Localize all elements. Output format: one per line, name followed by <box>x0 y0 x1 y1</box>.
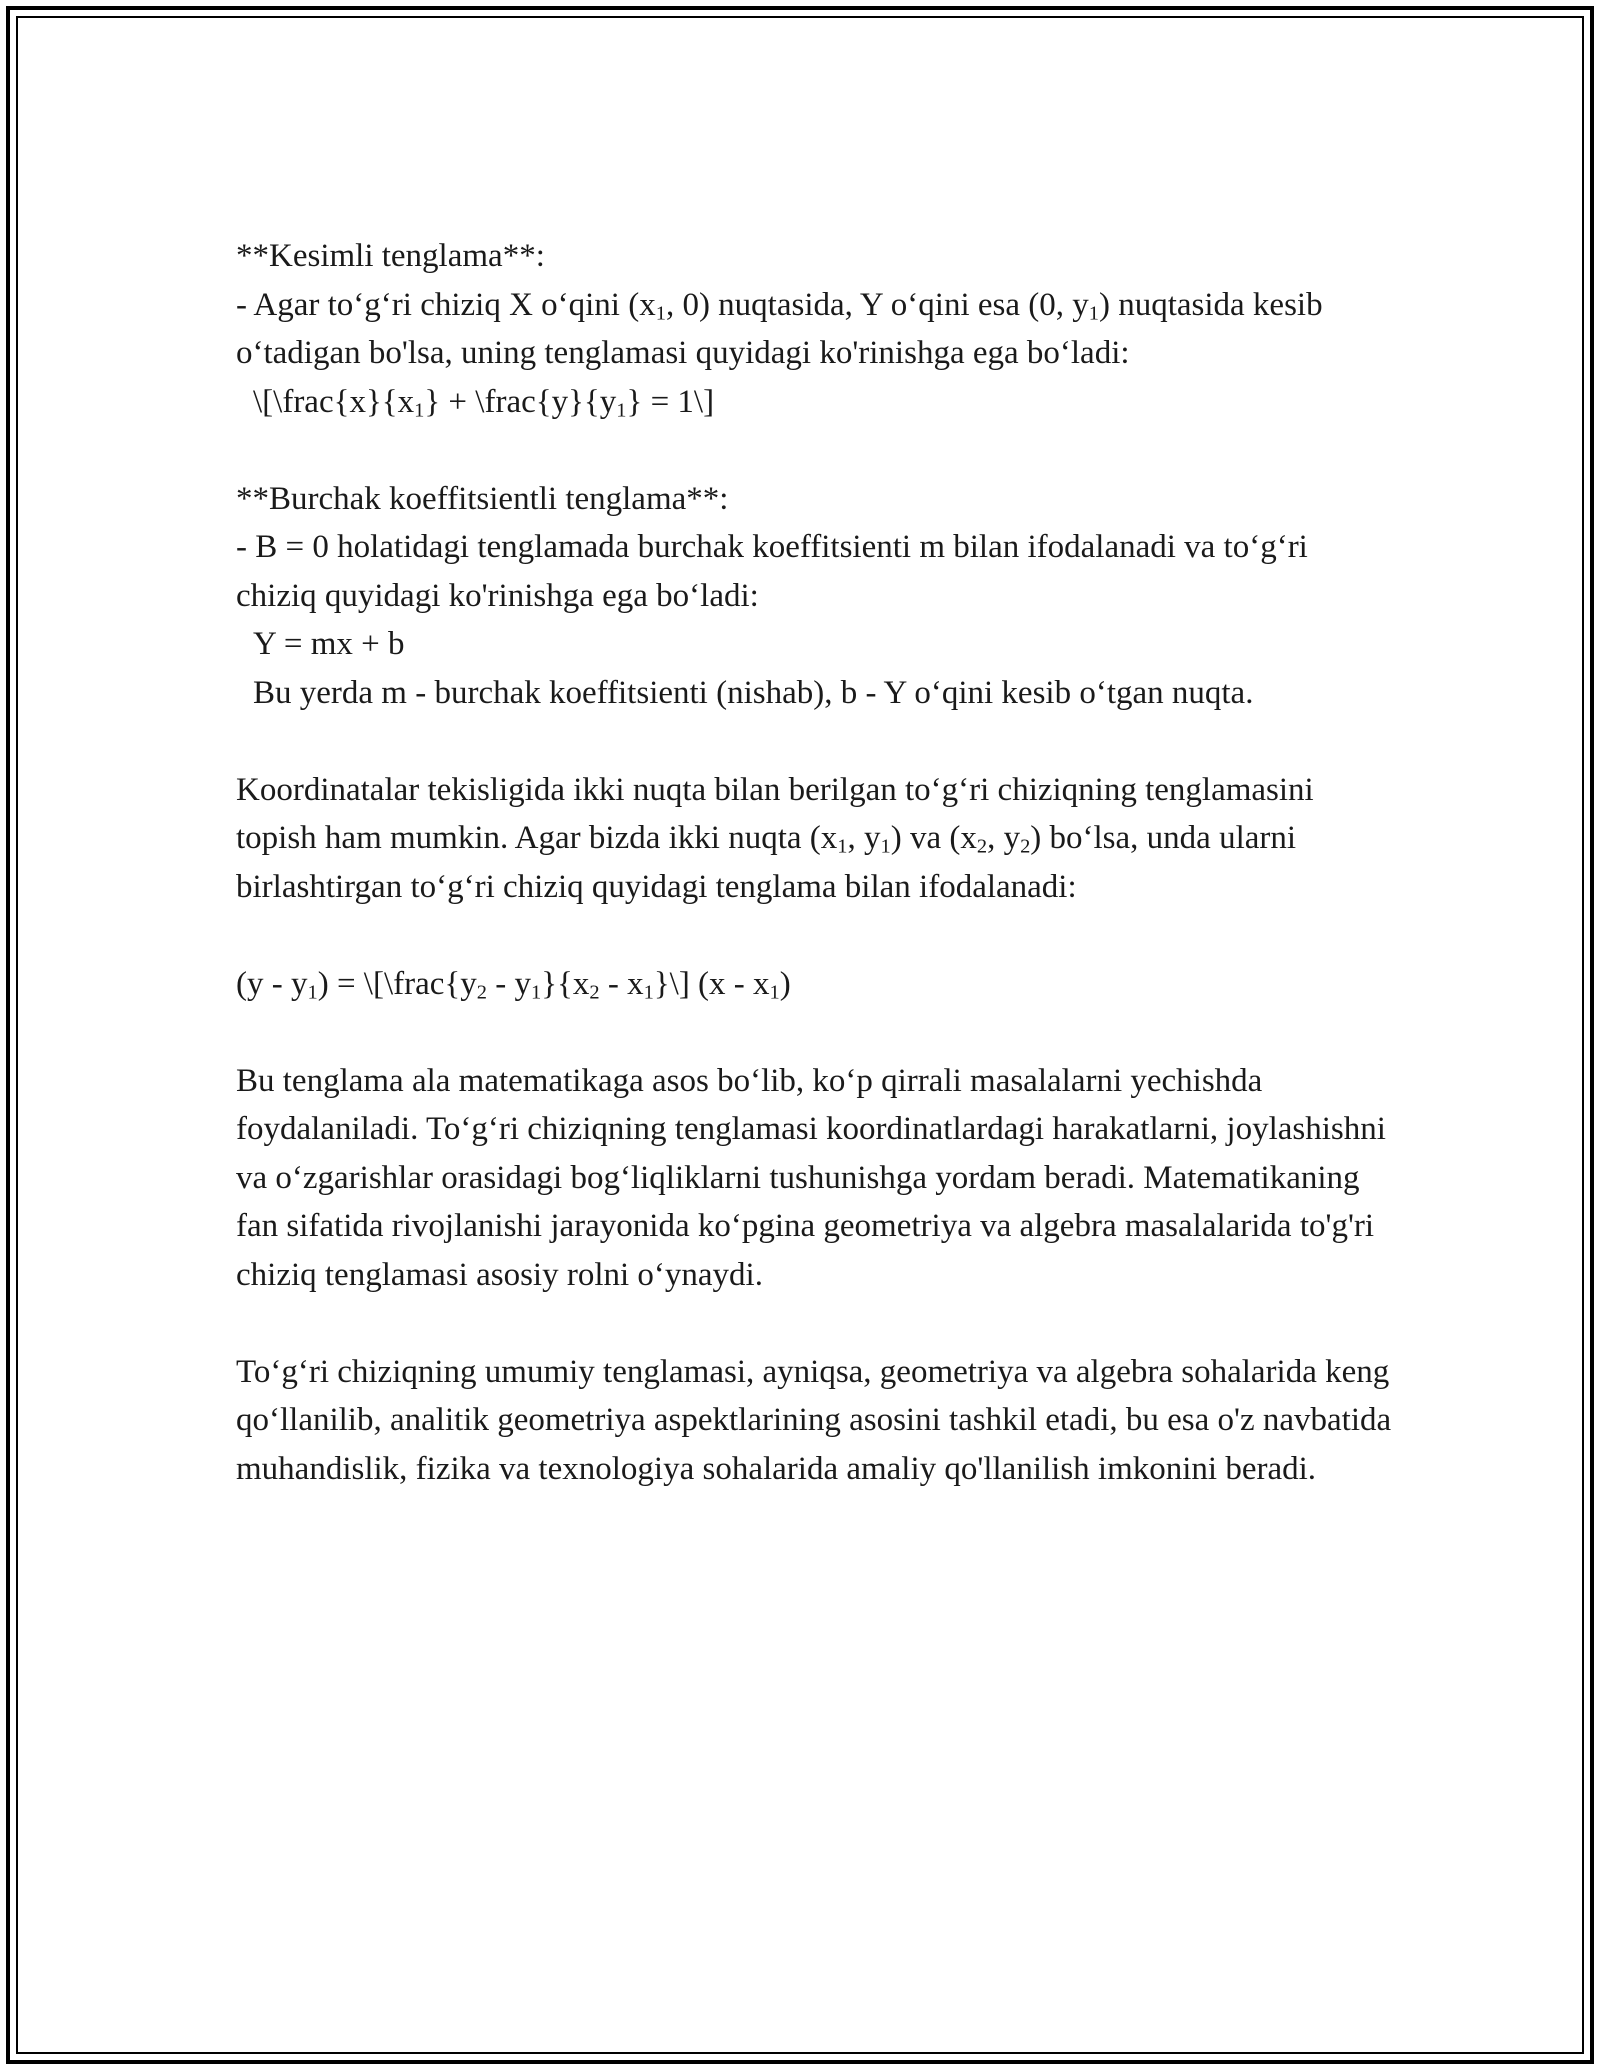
text-run: \[\frac{x}{x <box>253 383 415 420</box>
subscript: 2 <box>589 981 600 1003</box>
subscript: 1 <box>414 399 425 421</box>
text-run: ) <box>779 965 791 1002</box>
subscript: 1 <box>530 981 542 1003</box>
formula-slope: Y = mx + b <box>253 626 405 662</box>
text-run: ) bo‘lsa, unda ularni birlashtirgan to‘g‘ri chiziq quyidagi tenglama bilan ifodalanadi: <box>236 820 1297 905</box>
text-run: - Agar to‘g‘ri chiziq X o‘qini (x <box>236 286 656 323</box>
subscript: 1 <box>643 981 654 1003</box>
paragraph-general-equation: To‘g‘ri chiziqning umumiy tenglamasi, ayniqsa, geometriya va algebra sohalarida keng qo‘llanilib, analitik geometriya aspektlarining asosini tashkil etadi, bu esa o'z navbatida muhandislik, fizika va texnologiya sohalarida amaliy qo'llanilish imkonini beradi. <box>236 1353 1392 1487</box>
text-run: Koordinatalar tekisligida ikki nuqta bilan berilgan to‘g‘ri chiziqning tenglamasini topish ham mumkin. Agar bizda ikki nuqta (x <box>236 771 1314 856</box>
subscript: 1 <box>1088 302 1099 324</box>
formula-two-point <box>236 960 1396 1009</box>
text-run: ) = \[\frac{y <box>317 965 477 1002</box>
heading-kesimli-tenglama: **Kesimli tenglama**: <box>236 238 545 274</box>
spacer <box>236 1008 1396 1057</box>
paragraph-slope-explanation <box>236 669 1396 718</box>
subscript: 1 <box>837 835 848 858</box>
text-run: ) va (x <box>890 820 977 856</box>
text-run: } + \frac{y}{y <box>424 383 617 420</box>
paragraph-two-points <box>236 766 1396 912</box>
subscript: 2 <box>1020 835 1031 858</box>
document-body <box>236 232 1396 1493</box>
subscript: 1 <box>307 981 318 1003</box>
spacer <box>236 911 1396 960</box>
heading-burchak-koeffitsientli: **Burchak koeffitsientli tenglama**: <box>236 480 729 517</box>
spacer <box>236 1299 1396 1348</box>
spacer <box>236 426 1396 475</box>
subscript: 2 <box>976 835 988 858</box>
text-run: }{x <box>541 965 590 1002</box>
text-run: , y <box>987 820 1021 856</box>
paragraph-importance: Bu tenglama ala matematikaga asos bo‘lib, ko‘p qirrali masalalarni yechishda foydalaniladi. To‘g‘ri chiziqning tenglamasi koordinatlardagi harakatlarni, joylashishni va o‘zgarishlar orasidagi bog‘liqliklarni tushunishga yordam beradi. Matematikaning fan sifatida rivojlanishi jarayonida ko‘pgina geometriya va algebra masalalarida to'g'ri chiziq tenglamasi asosiy rolni o‘ynaydi. <box>236 1062 1386 1293</box>
subscript: 2 <box>476 981 487 1003</box>
text-run: , y <box>847 820 881 856</box>
subscript: 1 <box>880 835 891 858</box>
subscript: 1 <box>655 302 666 324</box>
text-run: - y <box>486 965 531 1002</box>
paragraph-intercept-form <box>236 281 1396 378</box>
text-run: }\] (x - x <box>653 965 770 1002</box>
text-run: } = 1\] <box>626 383 715 420</box>
text-run: ) nuqtasida kesib o‘tadigan bo'lsa, uning tenglamasi quyidagi ko'rinishga ega bo‘ladi: <box>236 286 1323 371</box>
paragraph-slope-form: - B = 0 holatidagi tenglamada burchak koeffitsienti m bilan ifodalanadi va to‘g‘ri chiziq quyidagi ko'rinishga ega bo‘ladi: <box>236 529 1308 614</box>
subscript: 1 <box>616 399 627 421</box>
formula-intercept <box>236 378 1396 427</box>
text-run: (y - y <box>236 965 308 1002</box>
text-run: Bu yerda m - burchak koeffitsienti (nishab), b - Y o‘qini kesib o‘tgan nuqta. <box>253 674 1254 711</box>
subscript: 1 <box>769 981 780 1003</box>
text-run: - x <box>599 965 644 1002</box>
spacer <box>236 717 1396 766</box>
text-run: , 0) nuqtasida, Y o‘qini esa (0, y <box>665 286 1089 323</box>
